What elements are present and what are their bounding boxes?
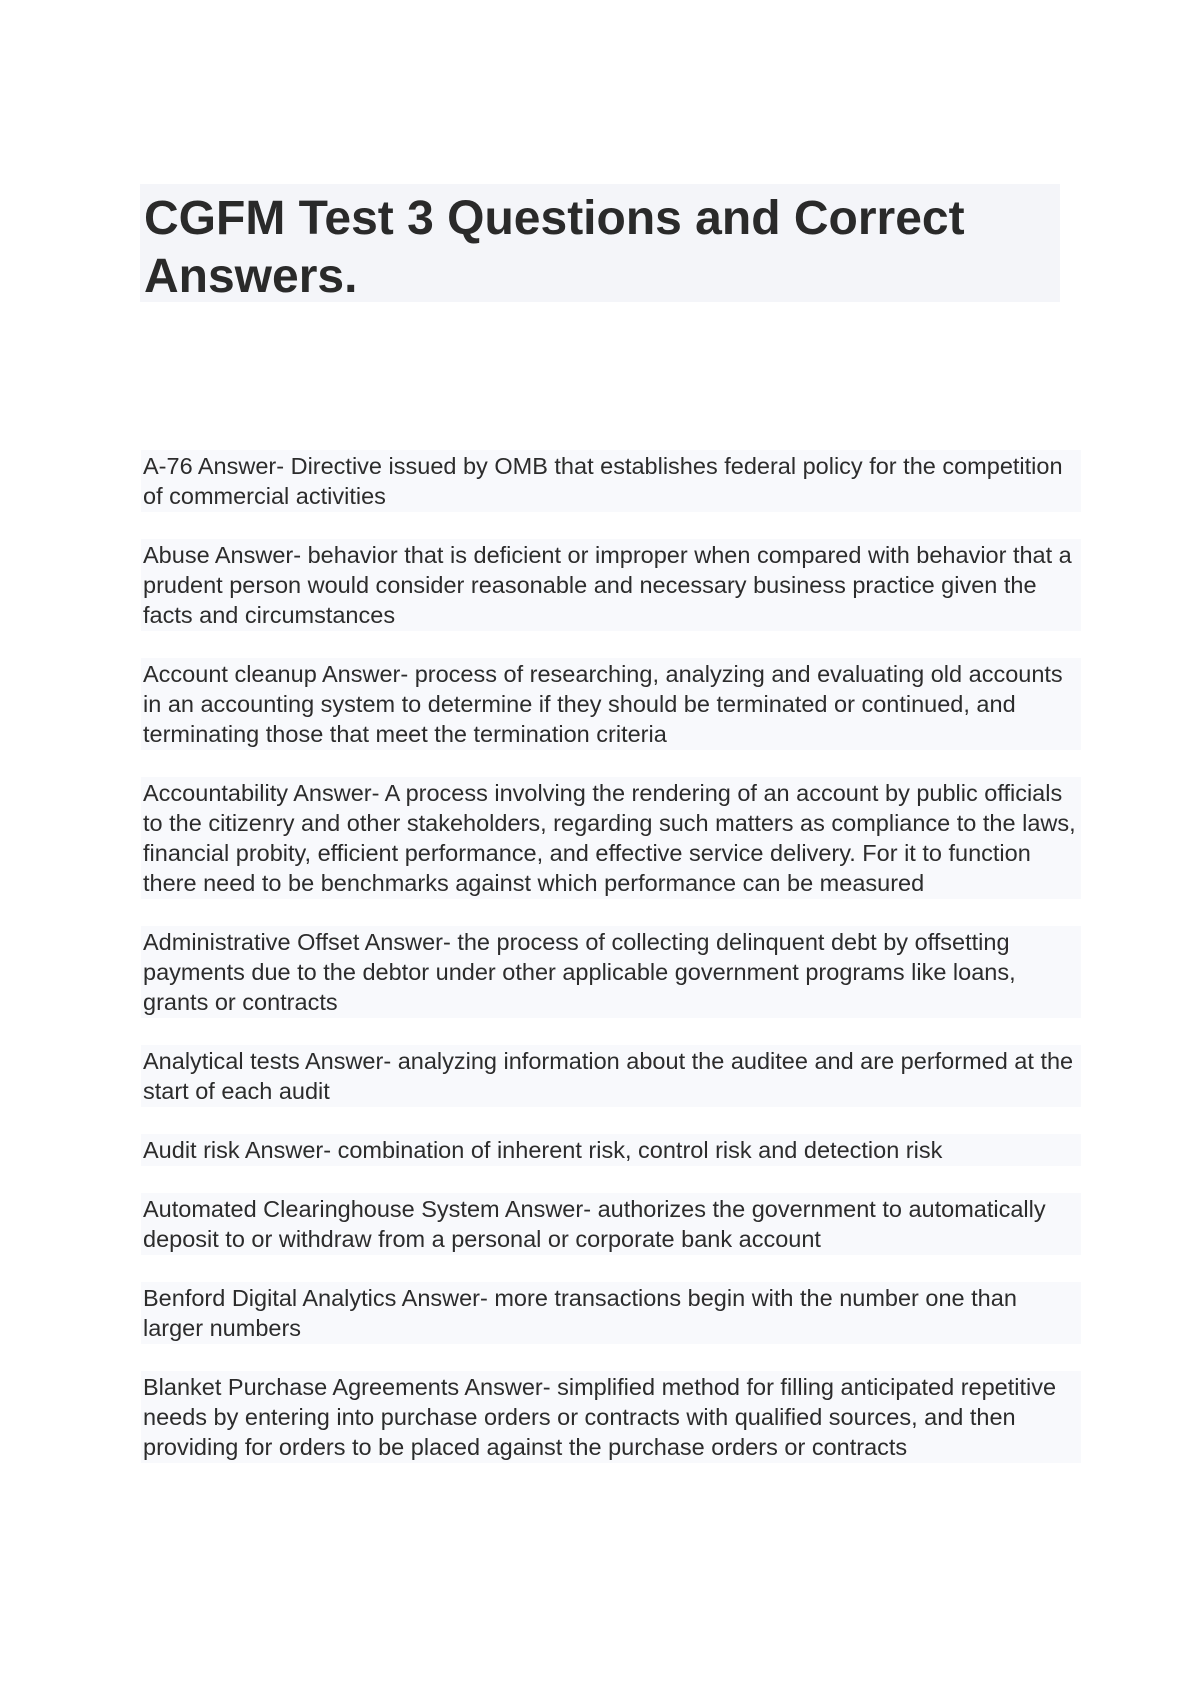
entry-separator: Answer- xyxy=(396,1285,495,1311)
entry-separator: Answer- xyxy=(359,929,458,955)
entry-definition: simplified method for filling anticipated repetitive needs by entering into purchase orders or contracts with qualified sources, and then providing for orders to be placed against the purchase orders or contracts xyxy=(143,1374,1057,1460)
entry-term: Audit risk xyxy=(143,1137,240,1163)
entry-term: Automated Clearinghouse System xyxy=(143,1196,500,1222)
entry-definition: Directive issued by OMB that establishes federal policy for the competition of commercial activities xyxy=(143,453,1063,509)
entry-separator: Answer- xyxy=(299,1048,398,1074)
glossary-entry xyxy=(141,658,1081,750)
glossary-entry xyxy=(141,1282,1081,1344)
glossary-entry xyxy=(141,1193,1081,1255)
entry-separator: Answer- xyxy=(239,1137,338,1163)
entry-separator: Answer- xyxy=(209,542,308,568)
entry-separator: Answer- xyxy=(459,1374,558,1400)
entry-definition: analyzing information about the auditee and are performed at the start of each audit xyxy=(143,1048,1074,1104)
glossary-entry xyxy=(141,539,1081,631)
glossary-entry xyxy=(141,1045,1081,1107)
entry-term: Blanket Purchase Agreements xyxy=(143,1374,460,1400)
entry-term: A-76 xyxy=(143,453,193,479)
entry-term: Analytical tests xyxy=(143,1048,300,1074)
entry-term: Account cleanup xyxy=(143,661,317,687)
entry-definition: behavior that is deficient or improper when compared with behavior that a prudent person would consider reasonable and necessary business practice given the facts and circumstances xyxy=(143,542,1072,628)
entry-definition: combination of inherent risk, control risk and detection risk xyxy=(337,1137,943,1163)
document-title: CGFM Test 3 Questions and Correct Answers. xyxy=(144,192,965,303)
entry-separator: Answer- xyxy=(192,453,291,479)
entry-definition: A process involving the rendering of an account by public officials to the citizenry and other stakeholders, regarding such matters as compliance to the laws, financial probity, efficient performance, and effective service delivery. For it to function there need to be benchmarks against which performance can be measured xyxy=(143,780,1076,896)
entry-definition: process of researching, analyzing and evaluating old accounts in an accounting system to determine if they should be terminated or continued, and terminating those that meet the termination criteria xyxy=(143,661,1063,747)
entry-term: Administrative Offset xyxy=(143,929,360,955)
entry-term: Benford Digital Analytics xyxy=(143,1285,397,1311)
entry-definition: the process of collecting delinquent debt by offsetting payments due to the debtor under other applicable government programs like loans, grants or contracts xyxy=(143,929,1016,1015)
entry-term: Accountability xyxy=(143,780,288,806)
entry-separator: Answer- xyxy=(316,661,415,687)
entry-term: Abuse xyxy=(143,542,210,568)
glossary-entry xyxy=(141,1371,1081,1463)
glossary-entry xyxy=(141,926,1081,1018)
entry-separator: Answer- xyxy=(288,780,385,806)
glossary-entry xyxy=(141,1134,1081,1166)
glossary-entry xyxy=(141,450,1081,512)
title-block xyxy=(140,184,1060,302)
glossary-list xyxy=(141,450,1081,1490)
entry-separator: Answer- xyxy=(499,1196,598,1222)
glossary-entry xyxy=(141,777,1081,899)
entry-definition: authorizes the government to automatically deposit to or withdraw from a personal or corporate bank account xyxy=(143,1196,1046,1252)
entry-definition: more transactions begin with the number one than larger numbers xyxy=(143,1285,1017,1341)
